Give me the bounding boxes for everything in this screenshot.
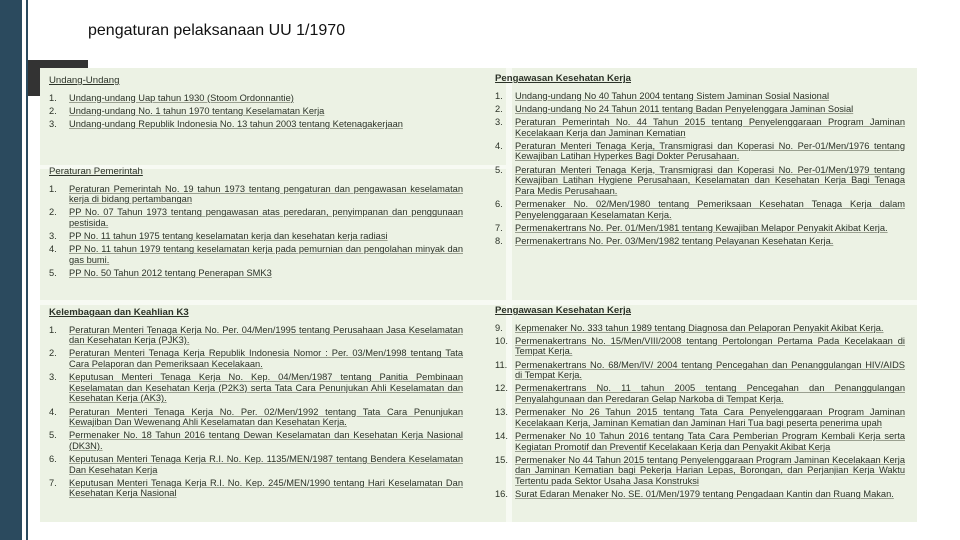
- item-text: Keputusan Menteri Tenaga Kerja R.I. No. Kep. 245/MEN/1990 tentang Hari Keselamatan Dan Kesehatan Kerja Nasional: [69, 477, 463, 499]
- item-number: 12.: [495, 383, 508, 394]
- regulation-item: [495, 91, 905, 102]
- regulation-item: [49, 325, 463, 346]
- item-number: 6.: [49, 454, 57, 465]
- section-heading: Kelembagaan dan Keahlian K3: [49, 307, 189, 318]
- regulation-item: [49, 407, 463, 428]
- regulation-item: [49, 244, 463, 265]
- item-text: Keputusan Menteri Tenaga Kerja No. Kep. 04/Men/1987 tentang Panitia Pembinaan Keselamatan dan Kesehatan Kerja (P2K3) serta Tata Cara Penunjukan Ahli Keselamatan dan Kesehatan Kerja (AK3).: [69, 372, 463, 404]
- regulation-item: [495, 236, 905, 247]
- regulation-item: [495, 199, 905, 220]
- item-number: 15.: [495, 454, 508, 465]
- regulation-list: [495, 91, 905, 247]
- item-text: Permenaker No 26 Tahun 2015 tentang Tata Cara Penyelenggaraan Program Jaminan Kecelakaan Kerja, Jaminan Kematian dan Jaminan Hari Tua bagi peserta penerima upah: [515, 407, 905, 428]
- item-text: Peraturan Menteri Tenaga Kerja, Transmigrasi dan Koperasi No. Per-01/Men/1976 tentang Kewajiban Latihan Hyperkes Bagi Dokter Perusahaan.: [515, 140, 905, 162]
- item-text: PP No. 11 tahun 1979 tentang keselamatan kerja pada pemurnian dan pengolahan minyak dan gas bumi.: [69, 244, 463, 265]
- item-text: Peraturan Pemerintah No. 44 Tahun 2015 tentang Penyelenggaraan Program Jaminan Kecelakaan Kerja dan Jaminan Kematian: [515, 116, 905, 138]
- item-text: Undang-undang Uap tahun 1930 (Stoom Ordonnantie): [69, 92, 294, 103]
- item-text: Undang-undang No 40 Tahun 2004 tentang Sistem Jaminan Sosial Nasional: [515, 90, 830, 101]
- item-text: Permenaker No. 02/Men/1980 tentang Pemeriksaan Kesehatan Tenaga Kerja dalam Penyelenggaraan Keselamatan Kerja.: [515, 198, 905, 220]
- item-text: PP No. 11 tahun 1975 tentang keselamatan kerja dan kesehatan kerja radiasi: [69, 231, 388, 242]
- regulation-item: [49, 231, 463, 242]
- regulation-item: [49, 430, 463, 451]
- regulation-item: [49, 184, 463, 205]
- item-text: Undang-undang No 24 Tahun 2011 tentang Badan Penyelenggara Jaminan Sosial: [515, 103, 854, 114]
- regulation-item: [495, 455, 905, 487]
- slide-title: pengaturan pelaksanaan UU 1/1970: [88, 22, 346, 39]
- regulation-list: [495, 323, 905, 500]
- item-text: Permenakertrans No. Per. 01/Men/1981 tentang Kewajiban Melapor Penyakit Akibat Kerja.: [515, 222, 888, 233]
- item-number: 3.: [49, 372, 57, 383]
- panel-pengawasan-kesehatan-kerja-lanjutan: [495, 306, 905, 502]
- regulation-item: [495, 165, 905, 197]
- item-number: 8.: [495, 235, 503, 246]
- item-text: Peraturan Menteri Tenaga Kerja No. Per. 04/Men/1995 tentang Perusahaan Jasa Keselamatan dan Kesehatan Kerja (PJK3).: [69, 324, 463, 346]
- regulation-item: [495, 336, 905, 357]
- regulation-item: [49, 207, 463, 228]
- item-number: 7.: [495, 222, 503, 233]
- regulation-item: [495, 223, 905, 234]
- item-text: PP No. 07 Tahun 1973 tentang pengawasan atas peredaran, penyimpanan dan penggunaan pestisida.: [69, 207, 463, 228]
- item-text: Permenakertrans No. Per. 03/Men/1982 tentang Pelayanan Kesehatan Kerja.: [515, 235, 834, 246]
- item-text: Permenaker No. 18 Tahun 2016 tentang Dewan Keselamatan dan Kesehatan Kerja Nasional (DK3N).: [69, 430, 463, 451]
- item-number: 1.: [49, 324, 57, 335]
- item-text: Undang-undang No. 1 tahun 1970 tentang Keselamatan Kerja: [69, 105, 325, 116]
- item-text: Permenakertrans No. 15/Men/VIII/2008 tentang Pertolongan Pertama Pada Kecelakaan di Tempat Kerja.: [515, 335, 905, 357]
- regulation-item: [495, 489, 905, 500]
- regulation-item: [495, 117, 905, 138]
- item-number: 14.: [495, 430, 508, 441]
- regulation-item: [49, 478, 463, 499]
- panel-pengawasan-kesehatan-kerja: [495, 74, 905, 249]
- item-text: Peraturan Menteri Tenaga Kerja Republik Indonesia Nomor : Per. 03/Men/1998 tentang Tata Cara Pelaporan dan Pemeriksaan Kecelakaan.: [69, 348, 463, 369]
- regulation-item: [49, 372, 463, 404]
- item-number: 4.: [49, 244, 57, 255]
- section-divider: [40, 300, 506, 305]
- regulation-item: [49, 106, 463, 117]
- regulation-item: [495, 431, 905, 452]
- item-text: Surat Edaran Menaker No. SE. 01/Men/1979 tentang Pengadaan Kantin dan Ruang Makan.: [515, 489, 894, 500]
- item-text: Permenaker No 10 Tahun 2016 tentang Tata Cara Pemberian Program Kembali Kerja serta Kegiatan Promotif dan Preventif Kecelakaan Kerja dan Penyakit Akibat Kerja: [515, 430, 905, 452]
- regulation-item: [49, 93, 463, 104]
- item-number: 5.: [495, 164, 503, 175]
- item-text: Peraturan Menteri Tenaga Kerja, Transmigrasi dan Koperasi No. Per-01/Men/1979 tentang Kewajiban Latihan Hygiene Perusahaan, Keselamatan dan Kesehatan Kerja Bagi Tenaga Para Medis Perusahaan.: [515, 164, 905, 196]
- item-text: Keputusan Menteri Tenaga Kerja R.I. No. Kep. 1135/MEN/1987 tentang Bendera Keselamatan Dan Kesehatan Kerja: [69, 454, 463, 475]
- item-number: 2.: [49, 207, 57, 218]
- left-accent-bar: [0, 0, 22, 540]
- panel-undang-undang: [49, 76, 463, 132]
- item-text: Peraturan Menteri Tenaga Kerja No. Per. 02/Men/1992 tentang Tata Cara Penunjukan Kewajiban Dan Wewenang Ahli Keselamatan dan Kesehatan Kerja.: [69, 406, 463, 428]
- item-text: Undang-undang Republik Indonesia No. 13 tahun 2003 tentang Ketenagakerjaan: [69, 118, 403, 129]
- item-text: Permenakertrans No. 68/Men/IV/ 2004 tentang Pencegahan dan Penanggulangan HIV/AIDS di Tempat Kerja.: [515, 359, 905, 381]
- item-number: 3.: [49, 231, 57, 242]
- regulation-item: [495, 104, 905, 115]
- regulation-list: [49, 325, 463, 499]
- regulation-item: [49, 454, 463, 475]
- item-number: 2.: [495, 103, 503, 114]
- regulation-list: [49, 184, 463, 279]
- section-heading: Pengawasan Kesehatan Kerja: [495, 305, 631, 316]
- regulation-document-image: [40, 68, 917, 522]
- section-heading: Pengawasan Kesehatan Kerja: [495, 73, 631, 84]
- regulation-item: [495, 383, 905, 404]
- item-text: Permenaker No 44 Tahun 2015 tentang Penyelenggaraan Program Jaminan Kecelakaan Kerja dan Jaminan Kematian bagi Pekerja Harian Lepas, Borongan, dan Perjanjian Kerja Waktu Tertentu pada Sektor Usaha Jasa Konstruksi: [515, 454, 905, 486]
- item-number: 1.: [49, 183, 57, 194]
- regulation-item: [49, 119, 463, 130]
- item-number: 1.: [49, 92, 57, 103]
- item-number: 2.: [49, 348, 57, 359]
- regulation-item: [49, 268, 463, 279]
- regulation-item: [495, 141, 905, 162]
- item-number: 5.: [49, 430, 57, 441]
- item-number: 7.: [49, 477, 57, 488]
- item-number: 2.: [49, 105, 57, 116]
- item-number: 9.: [495, 322, 503, 333]
- panel-peraturan-pemerintah: [49, 167, 463, 281]
- item-number: 3.: [49, 118, 57, 129]
- regulation-list: [49, 93, 463, 130]
- item-number: 3.: [495, 116, 503, 127]
- item-text: Peraturan Pemerintah No. 19 tahun 1973 tentang pengaturan dan pengawasan keselamatan kerja di bidang pertambangan: [69, 183, 463, 205]
- regulation-item: [49, 348, 463, 369]
- regulation-item: [495, 407, 905, 428]
- item-number: 4.: [495, 140, 503, 151]
- item-text: Kepmenaker No. 333 tahun 1989 tentang Diagnosa dan Pelaporan Penyakit Akibat Kerja.: [515, 322, 884, 333]
- item-number: 10.: [495, 335, 508, 346]
- item-text: Permenakertrans No. 11 tahun 2005 tentang Pencegahan dan Penanggulangan Penyalahgunaan dan Peredaran Gelap Narkoba di Tempat Kerja.: [515, 383, 905, 404]
- item-number: 13.: [495, 407, 508, 418]
- panel-kelembagaan-keahlian-k3: [49, 308, 463, 502]
- item-number: 16.: [495, 489, 508, 500]
- item-number: 6.: [495, 198, 503, 209]
- item-number: 4.: [49, 406, 57, 417]
- item-number: 1.: [495, 90, 503, 101]
- item-number: 11.: [495, 359, 508, 370]
- item-number: 5.: [49, 268, 57, 279]
- section-heading: Peraturan Pemerintah: [49, 166, 143, 177]
- section-heading: Undang-Undang: [49, 75, 120, 86]
- regulation-item: [495, 323, 905, 334]
- regulation-item: [495, 360, 905, 381]
- item-text: PP No. 50 Tahun 2012 tentang Penerapan SMK3: [69, 268, 272, 279]
